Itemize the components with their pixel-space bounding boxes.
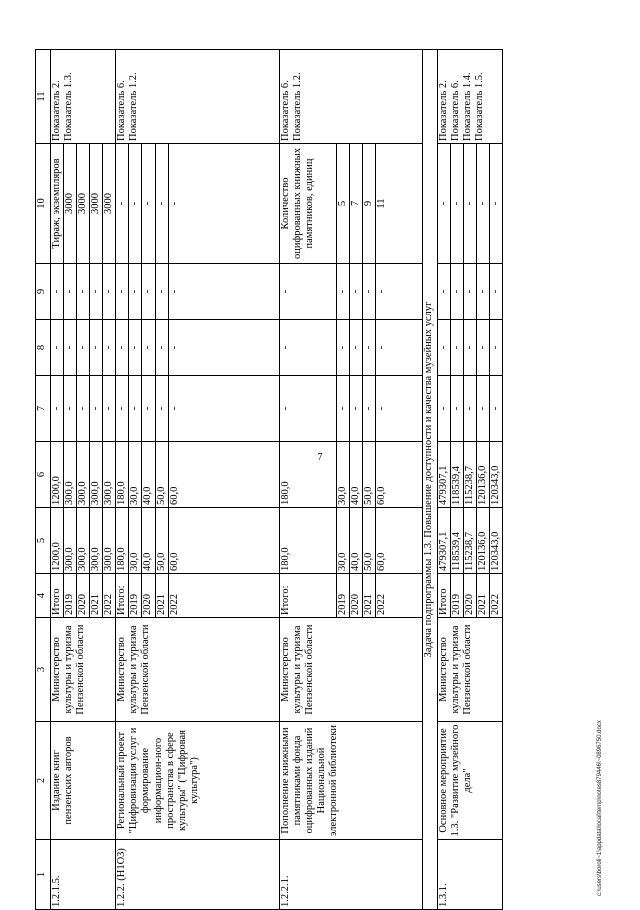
cell-c10: - xyxy=(168,144,279,264)
cell-c6: 479307,1 xyxy=(437,442,450,508)
cell-c7: - xyxy=(142,376,155,442)
cell-c5: 115238,7 xyxy=(463,508,476,574)
col-4-header: 4 xyxy=(36,574,51,618)
col-1-header: 1 xyxy=(36,840,51,910)
cell-c7: - xyxy=(51,376,64,442)
cell-c5: 300,0 xyxy=(77,508,90,574)
row-year: 2020 xyxy=(463,574,476,618)
row-year: 2020 xyxy=(142,574,155,618)
cell-c6: 300,0 xyxy=(90,442,103,508)
cell-c9: - xyxy=(279,264,336,320)
cell-c7: - xyxy=(64,376,77,442)
col-10-header: 10 xyxy=(36,144,51,264)
row-year: 2022 xyxy=(375,574,422,618)
row-year: 2021 xyxy=(476,574,489,618)
cell-c9: - xyxy=(64,264,77,320)
cell-c7: - xyxy=(168,376,279,442)
cell-c5: 118539,4 xyxy=(450,508,463,574)
rotated-table-sheet xyxy=(35,50,595,910)
cell-c7: - xyxy=(103,376,116,442)
row-year: 2022 xyxy=(168,574,279,618)
table-row xyxy=(437,50,450,910)
row-year: 2022 xyxy=(103,574,116,618)
cell-c5: 30,0 xyxy=(336,508,349,574)
page-number: 7 xyxy=(317,452,323,463)
row-year: 2019 xyxy=(336,574,349,618)
header-row xyxy=(36,50,51,910)
row-year: Итого: xyxy=(116,574,129,618)
row-name: Пополнение книжными памятниками фонда оцифрованных изданий Национальной электронной библиотеки xyxy=(279,722,422,840)
table-row xyxy=(51,50,64,910)
cell-c7: - xyxy=(116,376,129,442)
cell-c9: - xyxy=(103,264,116,320)
cell-c6: 50,0 xyxy=(155,442,168,508)
task-row xyxy=(422,50,437,910)
cell-c6: 180,0 xyxy=(116,442,129,508)
cell-c10: Тираж, экземпляров xyxy=(51,144,64,264)
cell-c7: - xyxy=(279,376,336,442)
cell-c8: - xyxy=(490,320,503,376)
cell-c10: - xyxy=(116,144,129,264)
cell-c6: 118539,4 xyxy=(450,442,463,508)
table-row xyxy=(116,50,129,910)
col-9-header: 9 xyxy=(36,264,51,320)
cell-c5: 40,0 xyxy=(142,508,155,574)
cell-c6: 1200,0 xyxy=(51,442,64,508)
col-5-header: 5 xyxy=(36,508,51,574)
cell-c7: - xyxy=(437,376,450,442)
cell-c5: 300,0 xyxy=(103,508,116,574)
cell-c6: 60,0 xyxy=(168,442,279,508)
col-3-header: 3 xyxy=(36,618,51,722)
cell-c7: - xyxy=(450,376,463,442)
cell-c6: 300,0 xyxy=(103,442,116,508)
cell-c6: 60,0 xyxy=(375,442,422,508)
cell-c5: 1200,0 xyxy=(51,508,64,574)
cell-c9: - xyxy=(142,264,155,320)
row-name: Региональный проект "Цифровизация услуг и формирование информацион-ного пространства в сфере культуры" ("Цифровая культура") xyxy=(116,722,279,840)
row-executor: Министерство культуры и туризма Пензенской области xyxy=(116,618,279,722)
cell-c5: 120343,0 xyxy=(490,508,503,574)
cell-c5: 120136,0 xyxy=(476,508,489,574)
cell-c9: - xyxy=(362,264,375,320)
cell-c7: - xyxy=(336,376,349,442)
row-executor: Министерство культуры и туризма Пензенской области xyxy=(51,618,116,722)
row-year: 2019 xyxy=(450,574,463,618)
cell-c7: - xyxy=(129,376,142,442)
task-title: Задача подпрограммы 1.3. Повышение доступности и качества музейных услуг xyxy=(422,50,437,910)
cell-c10: - xyxy=(450,144,463,264)
cell-c10: 3000 xyxy=(77,144,90,264)
cell-c6: 30,0 xyxy=(129,442,142,508)
cell-c7: - xyxy=(375,376,422,442)
cell-c6: 120343,0 xyxy=(490,442,503,508)
cell-c6: 300,0 xyxy=(64,442,77,508)
cell-c10: - xyxy=(463,144,476,264)
row-year: Итого xyxy=(51,574,64,618)
cell-c9: - xyxy=(77,264,90,320)
cell-c8: - xyxy=(155,320,168,376)
cell-c5: 180,0 xyxy=(279,508,336,574)
row-year: 2020 xyxy=(77,574,90,618)
col-8-header: 8 xyxy=(36,320,51,376)
row-code: 1.3.1. xyxy=(437,840,502,910)
cell-c9: - xyxy=(375,264,422,320)
cell-c9: - xyxy=(129,264,142,320)
row-code: 1.2.2.1. xyxy=(279,840,422,910)
cell-c8: - xyxy=(349,320,362,376)
row-indicator: Показатель 2. Показатель 6. Показатель 1.4. Показатель 1.5. xyxy=(437,50,502,144)
cell-c10: - xyxy=(155,144,168,264)
cell-c9: - xyxy=(51,264,64,320)
cell-c6: 40,0 xyxy=(142,442,155,508)
row-name: Издание книг пензенских авторов xyxy=(51,722,116,840)
cell-c6: 180,0 xyxy=(279,442,336,508)
cell-c10: 3000 xyxy=(64,144,77,264)
cell-c9: - xyxy=(490,264,503,320)
cell-c5: 60,0 xyxy=(375,508,422,574)
cell-c5: 50,0 xyxy=(155,508,168,574)
cell-c7: - xyxy=(349,376,362,442)
program-table xyxy=(35,49,503,910)
cell-c5: 479307,1 xyxy=(437,508,450,574)
cell-c10: 3000 xyxy=(90,144,103,264)
cell-c5: 300,0 xyxy=(64,508,77,574)
cell-c8: - xyxy=(463,320,476,376)
cell-c10: 3000 xyxy=(103,144,116,264)
file-path-footer: c:\users\boroli~1\appdata\local\temp\notes879446\~0896750.docx xyxy=(597,720,603,896)
cell-c8: - xyxy=(142,320,155,376)
row-year: 2021 xyxy=(155,574,168,618)
cell-c5: 300,0 xyxy=(90,508,103,574)
cell-c7: - xyxy=(362,376,375,442)
cell-c6: 115238,7 xyxy=(463,442,476,508)
row-executor: Министерство культуры и туризма Пензенской области xyxy=(437,618,502,722)
cell-c5: 40,0 xyxy=(349,508,362,574)
cell-c9: - xyxy=(336,264,349,320)
cell-c10: - xyxy=(129,144,142,264)
cell-c10: Количество оцифрованных книжных памятников, единиц xyxy=(279,144,336,264)
cell-c6: 30,0 xyxy=(336,442,349,508)
cell-c8: - xyxy=(375,320,422,376)
cell-c10: 5 xyxy=(336,144,349,264)
cell-c8: - xyxy=(103,320,116,376)
cell-c9: - xyxy=(476,264,489,320)
cell-c9: - xyxy=(90,264,103,320)
cell-c10: - xyxy=(476,144,489,264)
row-indicator: Показатель 6. Показатель 1.2. xyxy=(116,50,279,144)
cell-c9: - xyxy=(450,264,463,320)
cell-c6: 40,0 xyxy=(349,442,362,508)
row-year: 2020 xyxy=(349,574,362,618)
cell-c9: - xyxy=(155,264,168,320)
cell-c8: - xyxy=(450,320,463,376)
cell-c8: - xyxy=(168,320,279,376)
cell-c8: - xyxy=(116,320,129,376)
row-executor: Министерство культуры и туризма Пензенской области xyxy=(279,618,422,722)
row-year: Итого xyxy=(437,574,450,618)
cell-c10: 11 xyxy=(375,144,422,264)
cell-c10: 9 xyxy=(362,144,375,264)
cell-c5: 180,0 xyxy=(116,508,129,574)
cell-c8: - xyxy=(279,320,336,376)
cell-c9: - xyxy=(168,264,279,320)
cell-c8: - xyxy=(77,320,90,376)
col-11-header: 11 xyxy=(36,50,51,144)
cell-c8: - xyxy=(336,320,349,376)
col-7-header: 7 xyxy=(36,376,51,442)
row-year: 2021 xyxy=(362,574,375,618)
row-year: 2022 xyxy=(490,574,503,618)
cell-c6: 50,0 xyxy=(362,442,375,508)
row-indicator: Показатель 2. Показатель 1.3. xyxy=(51,50,116,144)
cell-c9: - xyxy=(437,264,450,320)
cell-c10: - xyxy=(142,144,155,264)
row-code: 1.2.1.5. xyxy=(51,840,116,910)
cell-c8: - xyxy=(51,320,64,376)
cell-c10: 7 xyxy=(349,144,362,264)
cell-c5: 60,0 xyxy=(168,508,279,574)
col-6-header: 6 xyxy=(36,442,51,508)
cell-c8: - xyxy=(64,320,77,376)
row-name: Основное мероприятие 1.3. "Развитие музейного дела" xyxy=(437,722,502,840)
row-year: 2021 xyxy=(90,574,103,618)
row-year: Итого: xyxy=(279,574,336,618)
cell-c9: - xyxy=(116,264,129,320)
cell-c9: - xyxy=(349,264,362,320)
cell-c8: - xyxy=(362,320,375,376)
cell-c5: 30,0 xyxy=(129,508,142,574)
cell-c5: 50,0 xyxy=(362,508,375,574)
cell-c7: - xyxy=(463,376,476,442)
cell-c8: - xyxy=(476,320,489,376)
cell-c8: - xyxy=(437,320,450,376)
row-code: 1.2.2. (Н1О3) xyxy=(116,840,279,910)
col-2-header: 2 xyxy=(36,722,51,840)
cell-c10: - xyxy=(437,144,450,264)
row-year: 2019 xyxy=(129,574,142,618)
row-year: 2019 xyxy=(64,574,77,618)
cell-c7: - xyxy=(77,376,90,442)
cell-c7: - xyxy=(90,376,103,442)
cell-c9: - xyxy=(463,264,476,320)
table-row xyxy=(279,50,336,910)
cell-c7: - xyxy=(476,376,489,442)
cell-c8: - xyxy=(90,320,103,376)
cell-c8: - xyxy=(129,320,142,376)
cell-c6: 300,0 xyxy=(77,442,90,508)
row-indicator: Показатель 6. Показатель 1.2. xyxy=(279,50,422,144)
cell-c7: - xyxy=(155,376,168,442)
cell-c7: - xyxy=(490,376,503,442)
cell-c10: - xyxy=(490,144,503,264)
cell-c6: 120136,0 xyxy=(476,442,489,508)
